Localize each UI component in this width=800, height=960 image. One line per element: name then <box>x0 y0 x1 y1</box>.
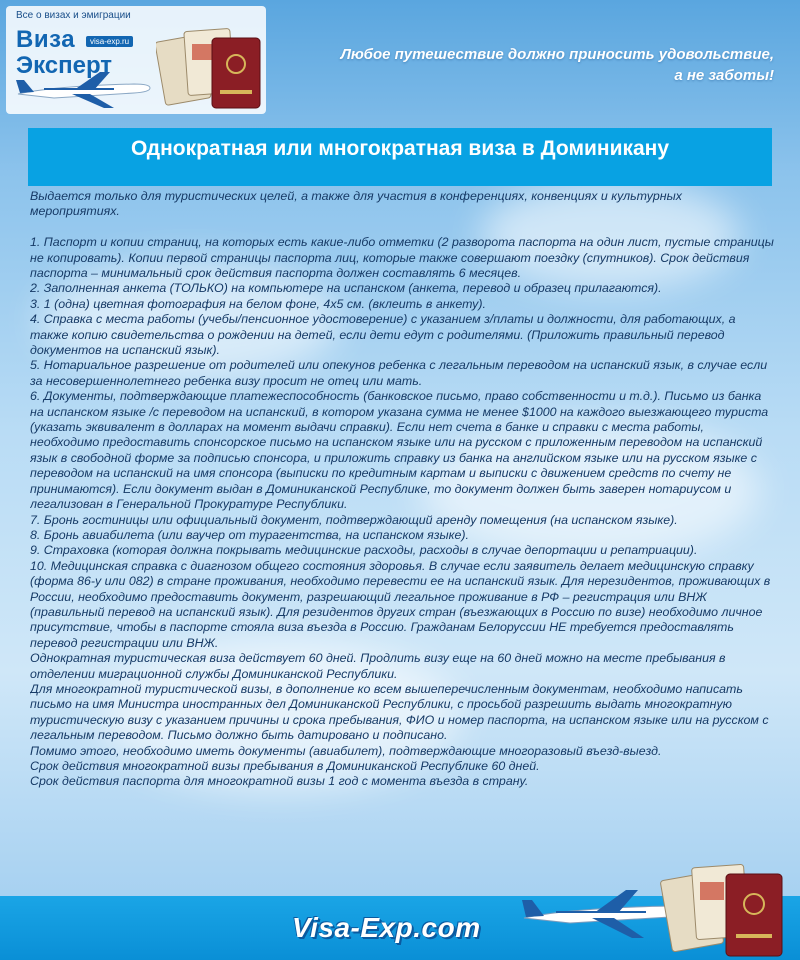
requirement-item: 4. Справка с места работы (учебы/пенсионное удостоверение) с указанием з/платы и должности, для работающих, а также копию свидетельства о рождении на детей, если дети едут с родителями. (Приложить правильный перевод документов на испанский язык). <box>30 312 736 358</box>
requirement-item: 8. Бронь авиабилета (или ваучер от турагентства, на испанском языке). <box>30 527 469 542</box>
article-body <box>30 189 774 895</box>
page-title: Однократная или многократная виза в Доминикану <box>130 137 670 160</box>
passport-stack-icon <box>660 858 790 958</box>
article-paragraph: Для многократной туристической визы, в дополнение ко всем вышеперечисленным документам, необходимо написать письмо на имя Министра иностранных дел Доминиканской Республики, с просьбой разрешить выдать многократную туристическую визу с указанием причины и срока пребывания, ФИО и номер паспорта, на испанском языке или на русском с легальным переводом. Письмо должно быть датировано и подписано. <box>30 681 769 743</box>
site-logo[interactable] <box>6 6 266 114</box>
article-intro: Выдается только для туристических целей, а также для участия в конференциях, конвенциях и культурных мероприятиях. <box>30 189 682 219</box>
slogan-line: Любое путешествие должно приносить удовольствие, <box>340 46 774 63</box>
site-slogan <box>294 44 774 86</box>
site-header <box>0 0 800 120</box>
slogan-line: а не заботы! <box>674 67 774 84</box>
article-paragraph: Однократная туристическая виза действует 60 дней. Продлить визу еще на 60 дней можно на месте пребывания в отделении миграционной службы Доминиканской Республики. <box>30 651 726 681</box>
requirement-item: 10. Медицинская справка с диагнозом общего состояния здоровья. В случае если заявитель делает медицинскую справку (форма 86-у или 082) в стране проживания, необходимо перевести ее на испанский язык. Для нерезидентов, проживающих в России, необходимо предоставить документ, разрешающий легальное проживание в РФ – регистрация или ВНЖ (правильный перевод на испанский язык). Для резидентов других стран (въезжающих в Россию по визе) необходимо личное присутствие, чтобы в паспорте стояла виза въезда в Россию. Гражданам Белоруссии НЕ требуется предоставлять перевод регистрации или ВНЖ. <box>30 558 771 650</box>
logo-text-expert: Эксперт <box>16 52 113 79</box>
footer-logo[interactable]: Visa-Exp.com <box>292 912 481 943</box>
requirement-item: 2. Заполненная анкета (ТОЛЬКО) на компьютере на испанском (анкета, перевод и образец прилагаются). <box>30 281 662 296</box>
requirement-item: 6. Документы, подтверждающие платежеспособность (банковское письмо, право собственности и т.д.). Письмо из банка на испанском языке /с переводом на испанский, в котором указана сумма не менее $1000 на каждого выезжающего туриста (указать эквивалент в долларах на момент выдачи справки). Если нет счета в банке и справки с места работы, необходимо предоставить спонсорское письмо на испанском языке или на русском с приложенным переводом на испанский язык в свободной форме за подписью спонсора, и приложить справку из банка на английском языке или на русском языке с переводом на испанский на имя спонсора (выписки по кредитным картам и выписки с движением средств по счету не принимаются). Если документ выдан в Доминиканской Республике, то документ должен быть заверен нотариусом и легализован в Генеральной Прокуратуре Республики. <box>30 389 769 512</box>
paragraph-spacer <box>30 220 774 235</box>
requirement-item: 5. Нотариальное разрешение от родителей или опекунов ребенка с легальным переводом на испанский язык, в случае если за несовершеннолетнего ребенка визу просит не отец или мать. <box>30 358 768 388</box>
requirement-item: 3. 1 (одна) цветная фотография на белом фоне, 4х5 см. (вклеить в анкету). <box>30 296 486 311</box>
site-tagline: Все о визах и эмиграции <box>16 10 131 21</box>
requirement-item: 1. Паспорт и копии страниц, на которых есть какие-либо отметки (2 разворота паспорта на один лист, пустые страницы не копировать). Копии первой страницы паспорта лиц, которые также совершают поездку (спутников). Срок действия паспорта – минимальный срок действия паспорта должен составлять 6 месяцев. <box>30 235 774 281</box>
logo-text-viza: Виза <box>16 26 76 53</box>
article-title-bar <box>28 128 772 186</box>
requirement-item: 7. Бронь гостиницы или официальный документ, подтверждающий аренду помещения (на испанском языке). <box>30 512 678 527</box>
passport-stack-icon <box>156 24 266 114</box>
requirement-item: 9. Страховка (которая должна покрывать медицинские расходы, расходы в случае депортации и репатриации). <box>30 543 698 558</box>
airplane-icon <box>14 66 154 112</box>
article-paragraph: Срок действия многократной визы пребывания в Доминиканской Республике 60 дней. <box>30 759 540 774</box>
logo-url-badge: visa-exp.ru <box>86 36 133 47</box>
article-paragraph: Срок действия паспорта для многократной визы 1 год с момента въезда в страну. <box>30 774 529 789</box>
article-paragraph: Помимо этого, необходимо иметь документы (авиабилет), подтверждающие многоразовый въезд-выезд. <box>30 743 662 758</box>
